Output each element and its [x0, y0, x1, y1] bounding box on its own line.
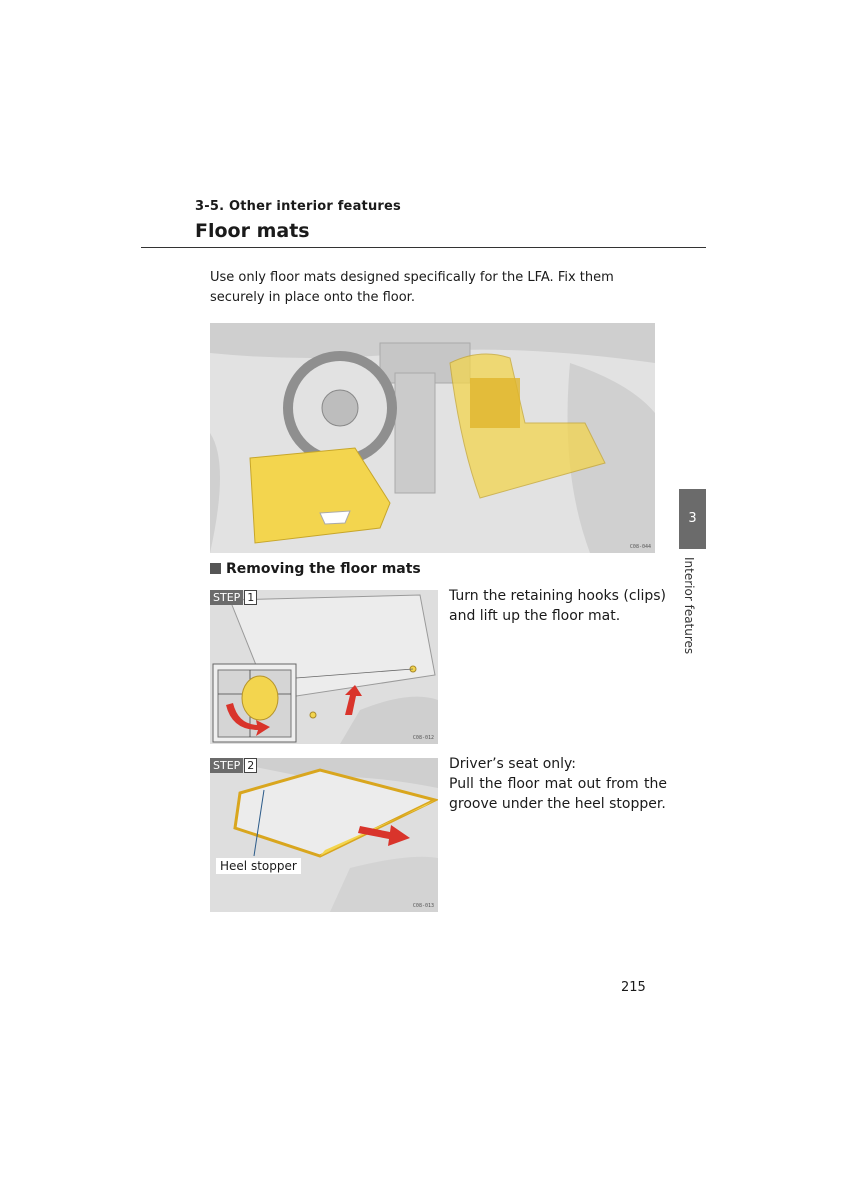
title-rule: [141, 247, 706, 248]
step2-instruction: [449, 754, 667, 814]
step2-action: Pull the floor mat out from the groove under the heel stopper.: [449, 776, 667, 812]
step2-illustration: [210, 758, 438, 912]
square-bullet-icon: [210, 563, 221, 574]
step2-drawing: [210, 758, 438, 912]
figure-code: C08-044: [629, 544, 651, 550]
step2-condition: Driver’s seat only:: [449, 756, 577, 772]
intro-paragraph: Use only floor mats designed specifically for the LFA. Fix them securely in place onto the floor.: [210, 270, 614, 305]
floor-mats-drawing: [210, 323, 655, 553]
chapter-tab: 3: [679, 489, 706, 549]
step2-badge: STEP 2: [210, 758, 257, 773]
removing-heading: Removing the floor mats: [210, 561, 421, 577]
step1-instruction: Turn the retaining hooks (clips) and lift up the floor mat.: [449, 588, 666, 624]
page-title: Floor mats: [195, 220, 310, 242]
floor-mats-illustration: [210, 323, 655, 553]
heel-stopper-callout: Heel stopper: [216, 858, 301, 874]
step1-drawing: [210, 590, 438, 744]
step1-badge: STEP 1: [210, 590, 257, 605]
page-number: 215: [621, 980, 646, 995]
figure-code: C08-013: [412, 903, 434, 909]
step1-illustration: [210, 590, 438, 744]
figure-code: C08-012: [412, 735, 434, 741]
chapter-label: Interior features: [682, 557, 696, 655]
section-label: 3-5. Other interior features: [195, 199, 401, 214]
